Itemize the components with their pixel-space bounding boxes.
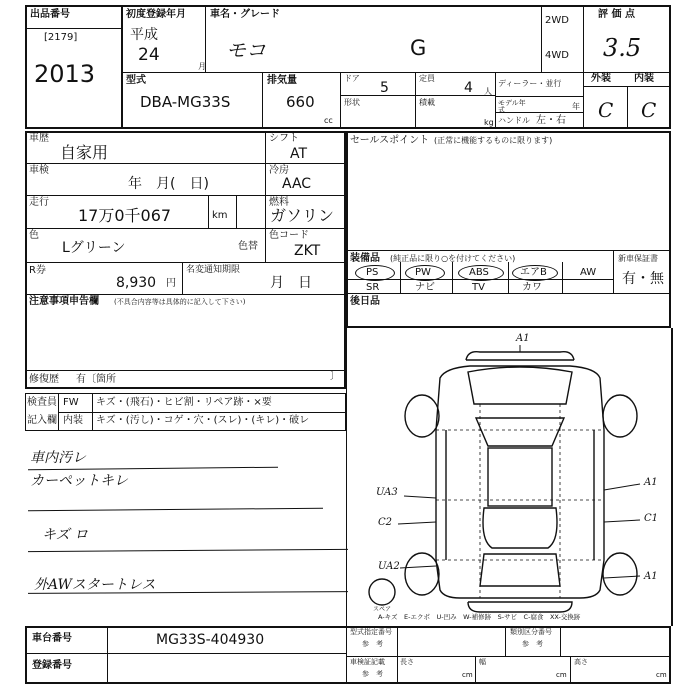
- spare-label: スペア: [373, 606, 392, 613]
- year-large: 2013: [34, 60, 96, 88]
- repair-label: 修復歴: [29, 374, 59, 385]
- divider: [25, 294, 346, 295]
- divider: [265, 228, 266, 262]
- exterior-grade: C: [598, 98, 614, 122]
- divider: [182, 262, 183, 294]
- car-name-label: 車名・グレード: [210, 9, 280, 20]
- kg-unit: kg: [484, 118, 494, 127]
- recycle-label: R券: [29, 265, 46, 276]
- divider: [613, 250, 614, 293]
- person-unit: 人: [484, 87, 492, 96]
- inspector-label-2: 記入欄: [27, 415, 57, 426]
- notes-label: 注意事項申告欄: [29, 296, 99, 307]
- car-name: モコ: [226, 38, 266, 62]
- cm-2: cm: [556, 671, 567, 679]
- divider: [415, 72, 416, 129]
- year-unit: 年: [572, 102, 580, 111]
- divider: [627, 86, 628, 129]
- divider: [346, 656, 671, 657]
- divider: [400, 262, 401, 293]
- note-1: 車内汚レ: [30, 450, 86, 466]
- equip-abs: ABS: [469, 267, 489, 278]
- grade: G: [410, 36, 427, 60]
- yen-unit: 円: [166, 278, 176, 289]
- divider: [92, 393, 93, 431]
- divider: [346, 250, 671, 251]
- equip-sr: SR: [366, 282, 380, 293]
- length: 長さ: [400, 658, 414, 666]
- color-change-label: 色替: [238, 241, 258, 252]
- divider: [121, 72, 671, 73]
- details-frame: [25, 131, 346, 389]
- month-unit: 月: [198, 62, 206, 71]
- capacity: 4: [464, 80, 473, 96]
- displacement: 660: [286, 93, 315, 111]
- divider: [570, 656, 571, 684]
- warranty: 有・無: [622, 271, 664, 287]
- reg-label: 登録番号: [32, 660, 72, 671]
- divider: [121, 5, 123, 129]
- chassis: MG33S-404930: [156, 632, 265, 648]
- divider: [58, 412, 346, 413]
- deadline-label: 名変通知期限: [186, 265, 241, 275]
- interior-grade: C: [641, 98, 657, 122]
- divider: [262, 72, 263, 129]
- divider: [25, 195, 346, 196]
- divider: [340, 72, 341, 129]
- category-number: 類別区分番号: [510, 628, 552, 636]
- divider: [346, 293, 671, 294]
- damage-mark: A1: [644, 571, 658, 582]
- width: 幅: [479, 658, 486, 666]
- equipment-label: 装備品: [350, 253, 380, 264]
- note-underline: [28, 467, 278, 471]
- divider: [346, 626, 347, 684]
- handle-label: ハンドル: [498, 116, 530, 125]
- km-unit: km: [212, 210, 228, 221]
- damage-mark: C2: [378, 517, 393, 528]
- sales-frame: [346, 131, 671, 328]
- deadline: 月 日: [270, 275, 312, 291]
- divider: [562, 262, 563, 293]
- sales-hint: (正常に機能するものに限ります): [434, 136, 553, 145]
- damage-mark: A1: [644, 477, 658, 488]
- divider: [560, 626, 561, 656]
- drive-4wd: 4WD: [545, 50, 569, 61]
- repair-close: 〕: [330, 371, 340, 382]
- equip-leather: カワ: [522, 282, 542, 293]
- repair-value: 有〔箇所: [76, 374, 116, 385]
- damage-mark: UA3: [376, 487, 398, 498]
- in-items: キズ・(汚し)・コゲ・穴・(スレ)・(キレ)・破レ: [96, 415, 310, 426]
- divider: [25, 262, 346, 263]
- divider: [671, 328, 673, 626]
- inspection: 年 月( 日): [128, 176, 209, 192]
- inspection-label: 車検: [29, 165, 49, 176]
- footer-frame: [25, 626, 671, 684]
- std-spec: 車検証記載: [350, 658, 385, 666]
- divider: [25, 163, 346, 164]
- divider: [25, 653, 346, 654]
- model-label: 型式: [126, 75, 146, 86]
- recycle-fee: 8,930: [116, 275, 157, 291]
- mileage-label: 走行: [29, 197, 49, 208]
- equip-airbag: エアB: [520, 267, 547, 278]
- ref-1: 参 考: [362, 640, 383, 648]
- lot-number: [2179]: [44, 32, 78, 43]
- capacity-label: 定員: [419, 74, 435, 83]
- load-label: 積載: [419, 98, 435, 107]
- ref-3: 参 考: [362, 670, 383, 678]
- equip-pw: PW: [415, 267, 431, 278]
- inspector-label-1: 検査員: [27, 397, 57, 408]
- dealer-label: ディーラー・並行: [498, 79, 562, 88]
- equip-ps: PS: [366, 267, 379, 278]
- lot-label: 出品番号: [30, 9, 70, 20]
- category: 自家用: [60, 143, 109, 162]
- divider: [452, 262, 453, 293]
- note-2: カーペットキレ: [30, 473, 128, 489]
- note-underline: [28, 549, 348, 552]
- chassis-label: 車台番号: [32, 633, 72, 644]
- color: Lグリーン: [62, 240, 126, 256]
- color-code: ZKT: [294, 243, 321, 259]
- divider: [58, 393, 59, 431]
- note-3: キズ ロ: [42, 527, 89, 543]
- handle: 左・右: [536, 115, 566, 126]
- divider: [495, 72, 496, 129]
- damage-mark: A1: [516, 333, 530, 344]
- score-label: 評 価 点: [598, 9, 635, 20]
- color-label: 色: [29, 230, 39, 241]
- equipment-hint: (純正品に限り○を付けてください): [390, 254, 516, 263]
- color-code-label: 色コード: [269, 230, 309, 241]
- doors-label: ドア: [344, 74, 360, 83]
- divider: [346, 328, 347, 626]
- ac-label: 冷房: [269, 165, 289, 176]
- divider: [107, 626, 108, 684]
- interior-label: 内装: [634, 73, 654, 84]
- divider: [25, 370, 346, 371]
- equip-navi: ナビ: [415, 282, 435, 293]
- after-label: 後日品: [350, 296, 380, 307]
- equip-tv: TV: [472, 282, 485, 293]
- cm-1: cm: [462, 671, 473, 679]
- damage-mark: C1: [644, 513, 659, 524]
- exterior-label: 外装: [591, 73, 611, 84]
- cc-unit: cc: [324, 116, 333, 125]
- shift: AT: [290, 146, 308, 162]
- model: DBA-MG33S: [140, 93, 231, 111]
- divider: [236, 195, 237, 228]
- divider: [475, 656, 476, 684]
- mileage: 17万0千067: [78, 206, 172, 225]
- divider: [265, 131, 266, 228]
- notes-hint: (不具合内容等は具体的に記入して下さい): [114, 298, 246, 306]
- displacement-label: 排気量: [267, 75, 297, 86]
- note-underline: [28, 508, 323, 512]
- score: 3.5: [603, 34, 642, 62]
- in-label: 内装: [63, 415, 83, 426]
- divider: [495, 96, 583, 97]
- divider: [583, 5, 584, 129]
- divider: [397, 626, 398, 684]
- category-label: 車歴: [29, 133, 49, 144]
- divider: [508, 262, 509, 293]
- model-year-label: モデル年式: [498, 99, 526, 114]
- divider: [505, 626, 506, 656]
- fw-items: キズ・(飛石)・ヒビ割・リペア跡・×要: [96, 397, 272, 408]
- shape-label: 形状: [344, 98, 360, 107]
- damage-mark: UA2: [378, 561, 400, 572]
- doors: 5: [380, 80, 389, 96]
- height: 高さ: [574, 658, 588, 666]
- fuel: ガソリン: [270, 206, 335, 225]
- equip-aw: AW: [580, 267, 597, 278]
- damage-legend: A-キズ E-エクボ U-凹み W-補修跡 S-サビ C-腐食 XX-交換跡: [378, 613, 581, 621]
- fuel-label: 燃料: [269, 197, 289, 208]
- divider: [25, 228, 346, 229]
- first-reg-label: 初度登録年月: [126, 9, 186, 20]
- divider: [25, 28, 121, 29]
- type-designation: 型式指定番号: [350, 628, 392, 636]
- shift-label: シフト: [269, 133, 299, 144]
- era: 平成: [130, 27, 158, 43]
- divider: [208, 195, 209, 228]
- era-year: 24: [138, 45, 160, 65]
- cm-3: cm: [656, 671, 667, 679]
- drive-2wd: 2WD: [545, 15, 569, 26]
- ref-2: 参 考: [522, 640, 543, 648]
- sales-label: セールスポイント: [350, 135, 430, 146]
- divider: [541, 5, 542, 72]
- fw-label: FW: [63, 397, 79, 408]
- ac: AAC: [282, 176, 312, 192]
- note-4: 外AWスタートレス: [34, 577, 156, 593]
- warranty-label: 新車保証書: [618, 254, 658, 263]
